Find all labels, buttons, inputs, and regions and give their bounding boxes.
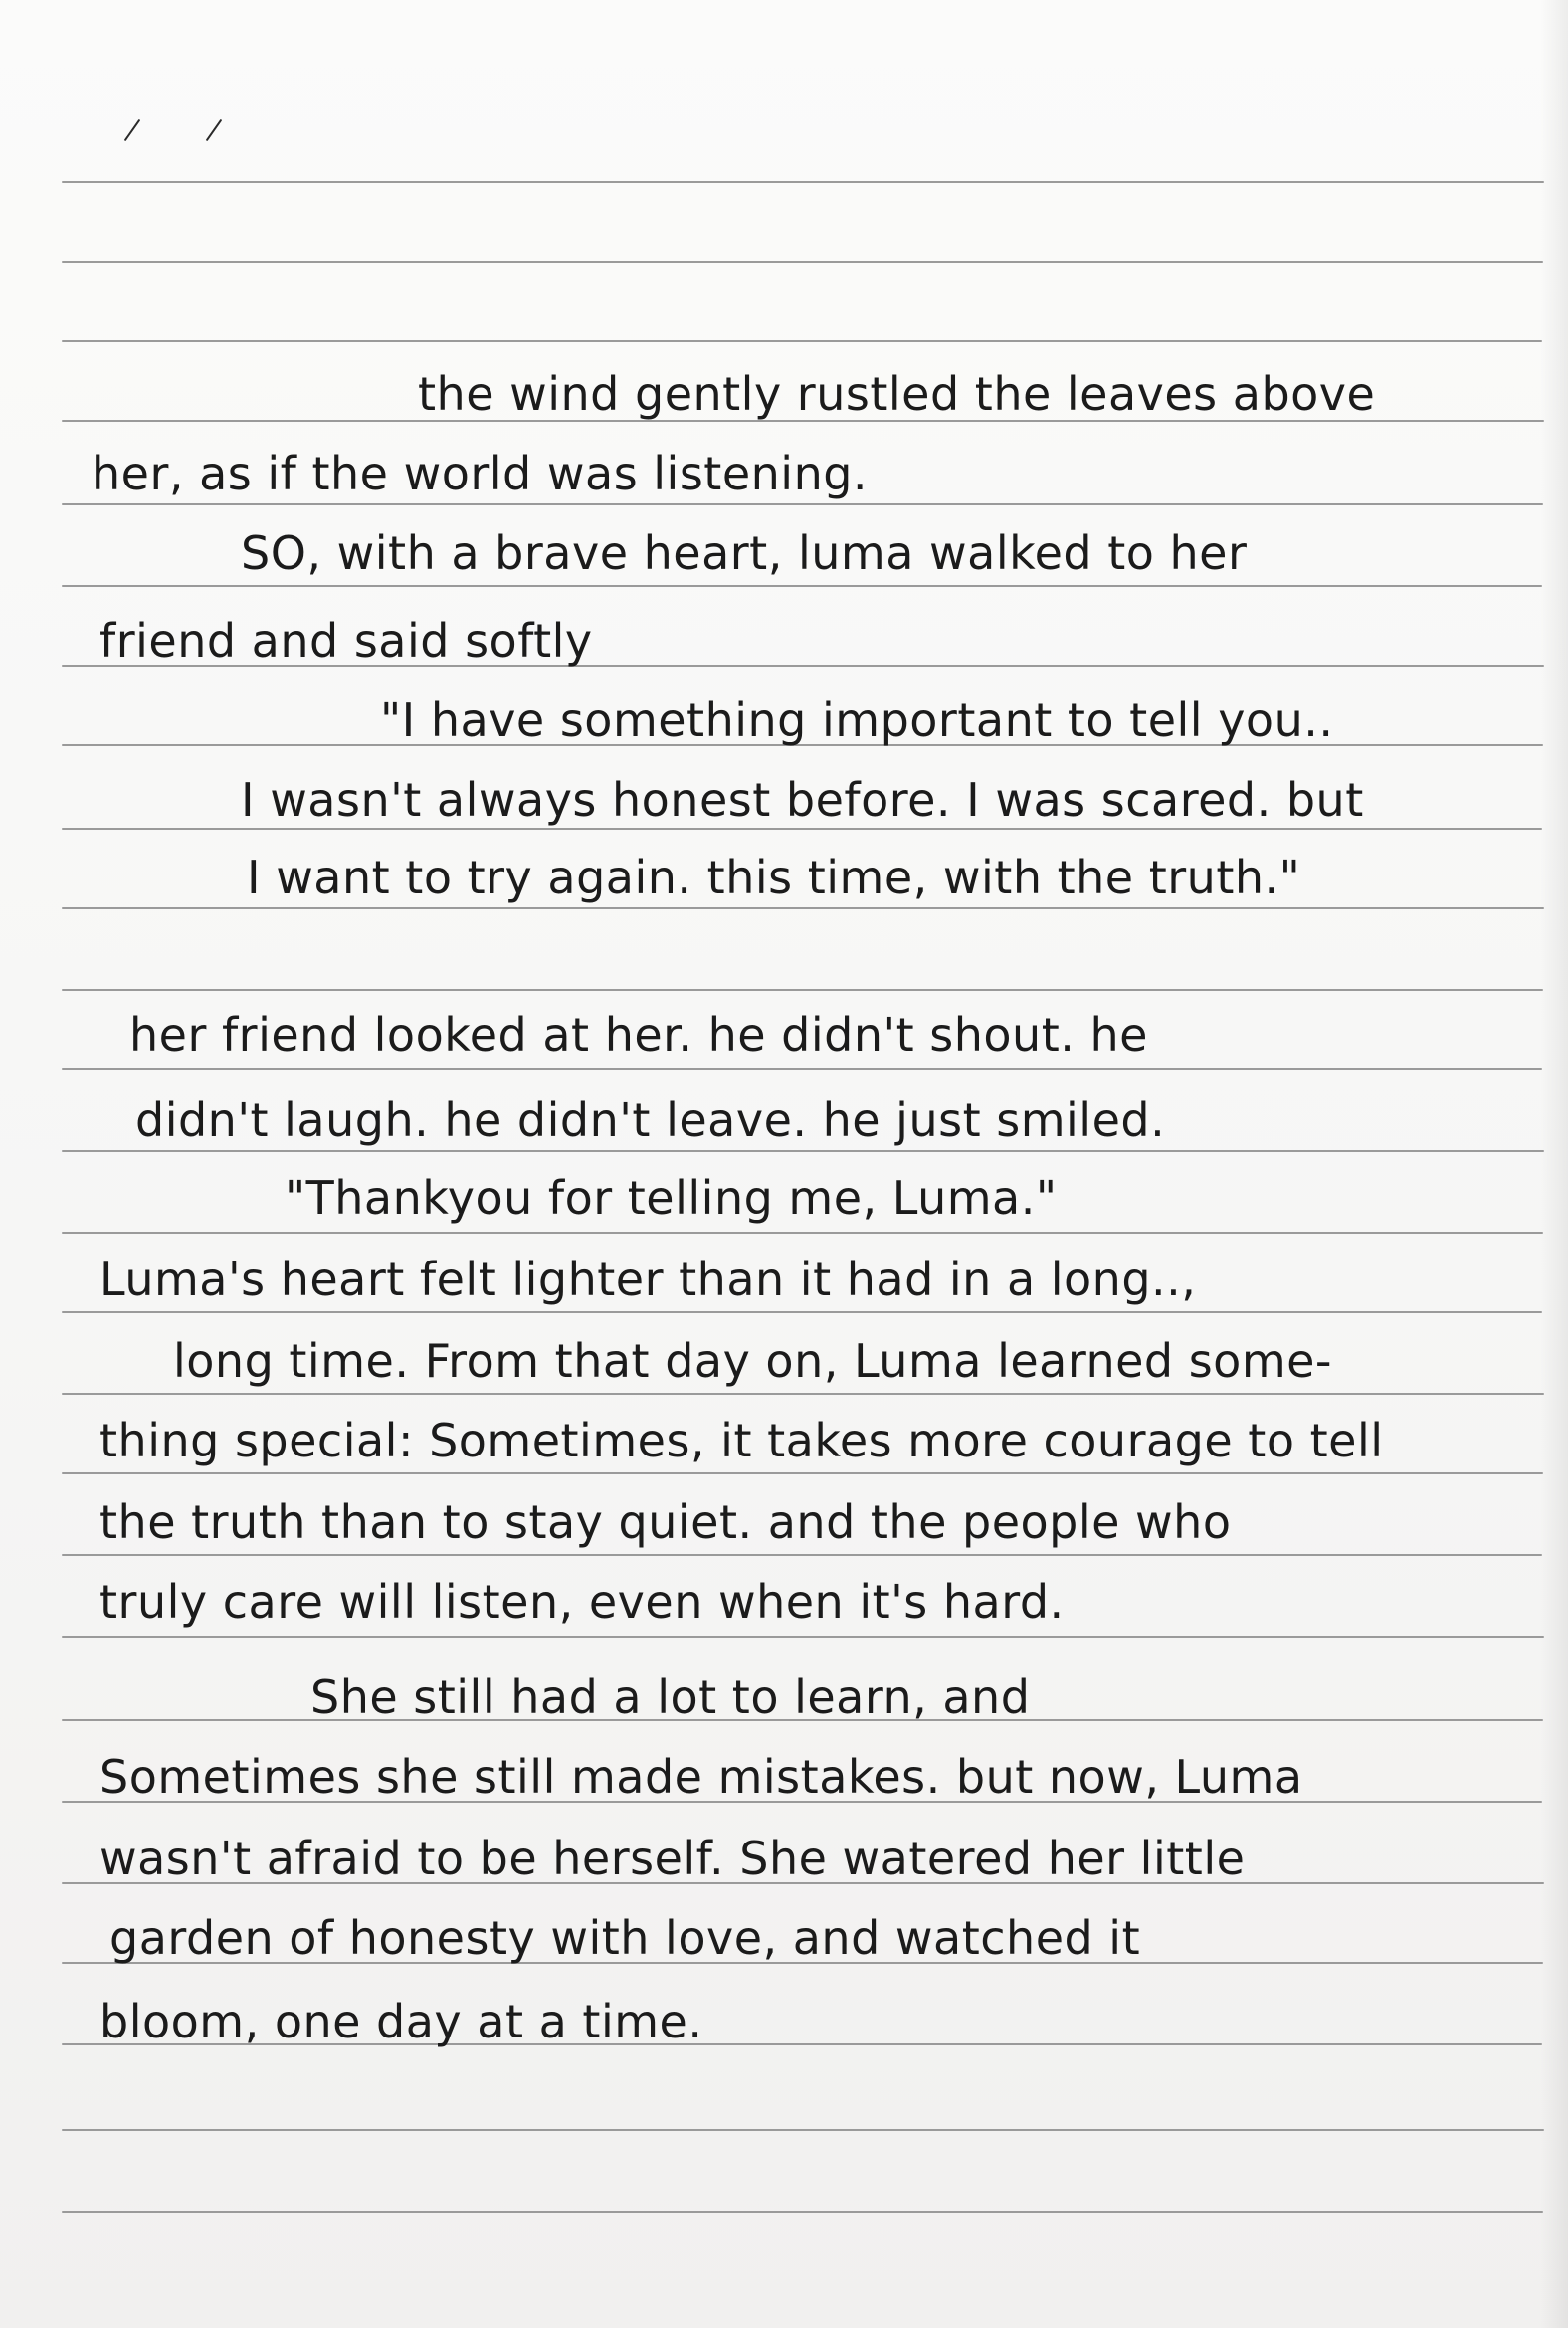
ruled-line (62, 1232, 1543, 1234)
date-slash-mark (124, 119, 141, 141)
handwriting-line: the truth than to stay quiet. and the people who (99, 1495, 1232, 1549)
ruled-line (62, 503, 1543, 505)
ruled-line (62, 1068, 1542, 1070)
handwriting-line: "I have something important to tell you.. (380, 693, 1334, 747)
ruled-line (62, 2129, 1544, 2131)
page-edge-shadow (1540, 0, 1568, 2328)
ruled-line (62, 1150, 1544, 1152)
ruled-line (62, 340, 1542, 342)
handwriting-line: didn't laugh. he didn't leave. he just smiled. (135, 1093, 1166, 1147)
handwriting-line: wasn't afraid to be herself. She watered her little (99, 1832, 1246, 1885)
handwriting-line: her friend looked at her. he didn't shout. he (129, 1008, 1148, 1062)
ruled-line (62, 989, 1543, 991)
handwriting-line: long time. From that day on, Luma learned some- (173, 1334, 1333, 1388)
handwriting-line: Sometimes she still made mistakes. but now, Luma (99, 1750, 1303, 1804)
ruled-line (62, 585, 1542, 587)
handwriting-line: I want to try again. this time, with the truth." (247, 851, 1301, 904)
handwriting-line: her, as if the world was listening. (92, 447, 869, 500)
handwriting-line: She still had a lot to learn, and (310, 1670, 1031, 1724)
handwriting-line: Luma's heart felt lighter than it had in a long.., (99, 1253, 1197, 1306)
handwriting-line: I wasn't always honest before. I was scared. but (241, 773, 1364, 827)
handwriting-line: thing special: Sometimes, it takes more courage to tell (99, 1414, 1384, 1467)
handwriting-line: garden of honesty with love, and watched it (109, 1911, 1141, 1965)
handwriting-line: "Thankyou for telling me, Luma." (285, 1171, 1058, 1225)
ruled-line (62, 1393, 1544, 1395)
ruled-line (62, 181, 1544, 183)
handwriting-line: truly care will listen, even when it's hard. (99, 1575, 1065, 1629)
date-slash-mark (206, 119, 223, 141)
ruled-line (62, 261, 1543, 263)
handwriting-line: SO, with a brave heart, luma walked to her (241, 526, 1248, 580)
ruled-line (62, 1311, 1542, 1313)
ruled-line (62, 1554, 1542, 1556)
handwriting-line: friend and said softly (99, 614, 593, 668)
ruled-line (62, 907, 1544, 909)
ruled-line (62, 1472, 1543, 1474)
handwriting-line: the wind gently rustled the leaves above (418, 367, 1376, 421)
ruled-line (62, 2211, 1543, 2213)
handwriting-line: bloom, one day at a time. (99, 1995, 703, 2048)
ruled-line (62, 1636, 1544, 1638)
